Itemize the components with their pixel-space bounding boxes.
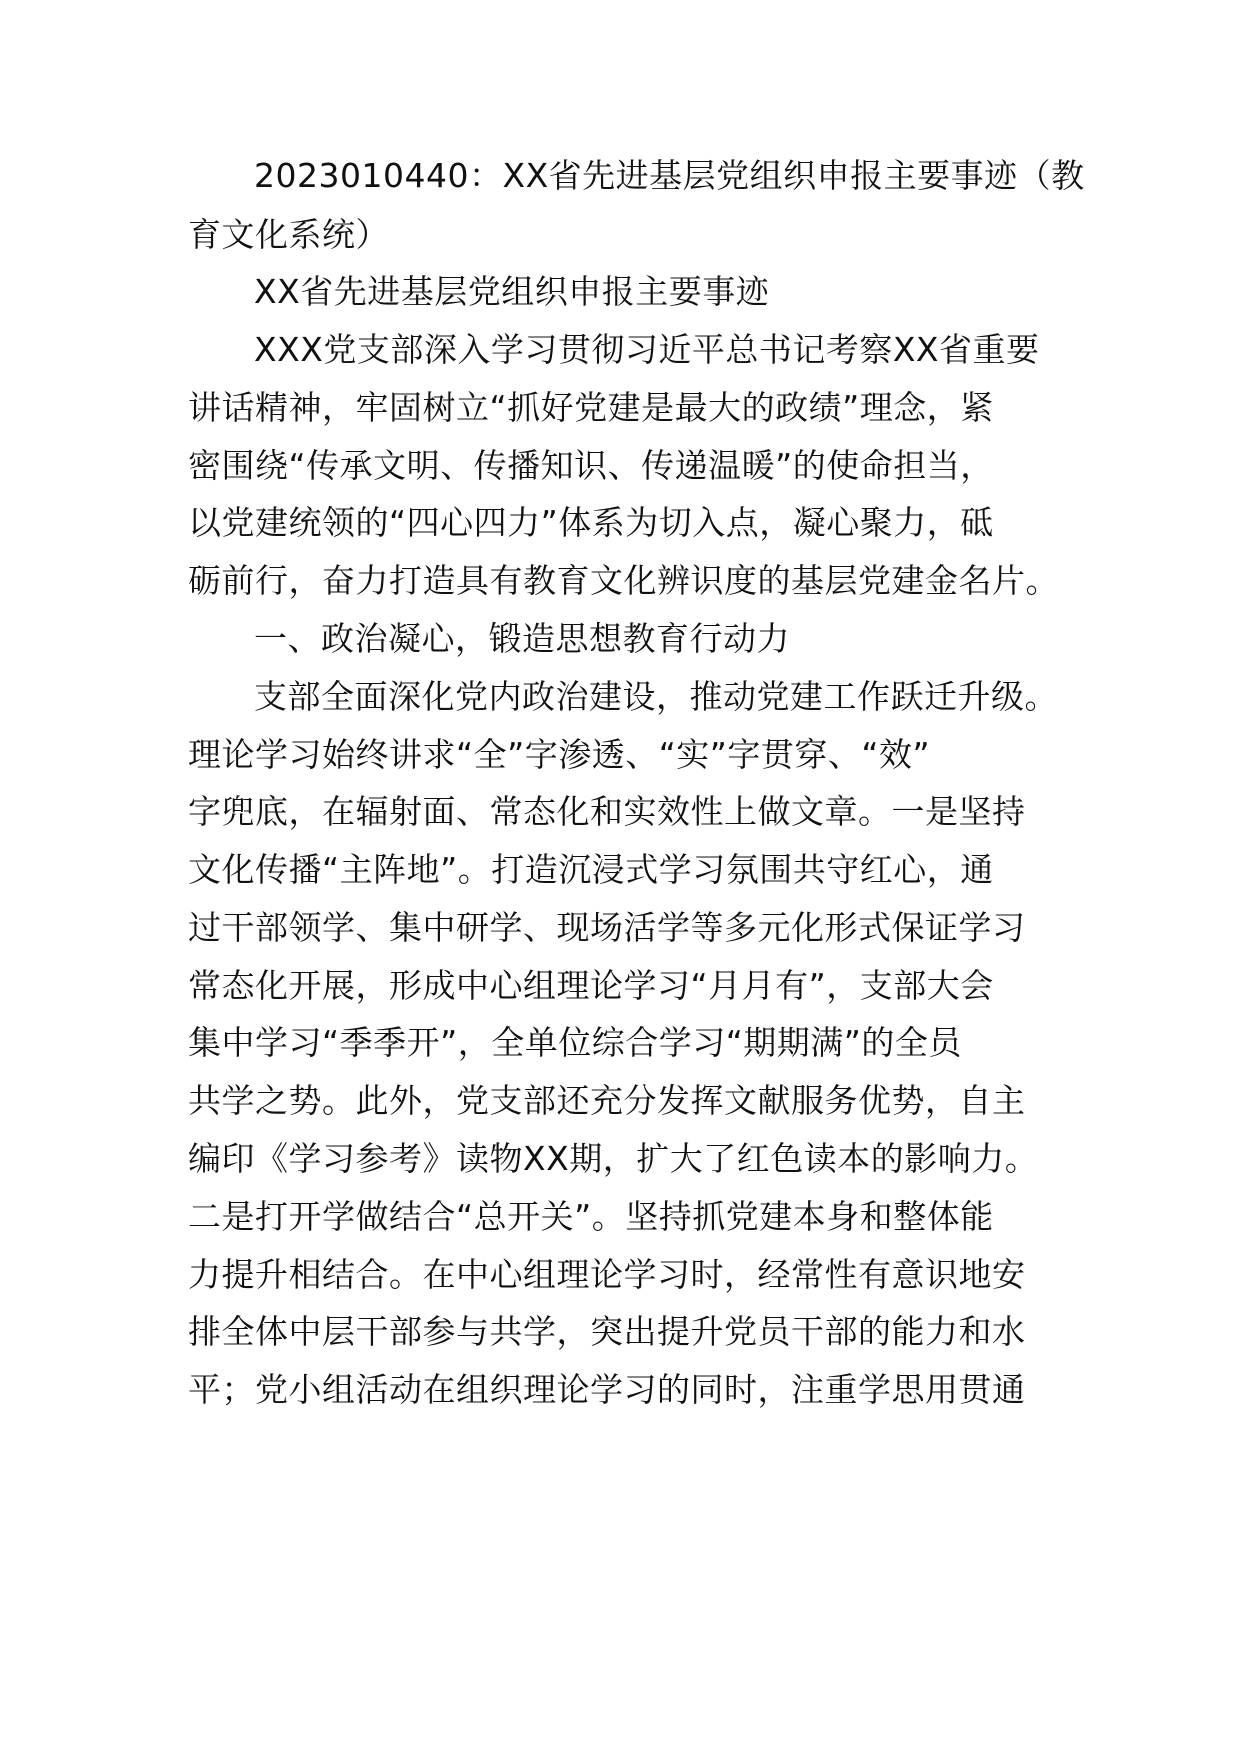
section-heading: 一、政治凝心，锻造思想教育行动力 [254, 619, 790, 658]
text-line: 力提升相结合。在中心组理论学习时，经常性有意识地安 [188, 1255, 1026, 1294]
text-line: 砺前行，奋力打造具有教育文化辨识度的基层党建金名片。 [188, 561, 1059, 600]
text-line: 常态化开展，形成中心组理论学习“月月有”，支部大会 [188, 966, 994, 1005]
document-title-line-2: 育文化系统） [188, 215, 389, 254]
text-line: 讲话精神，牢固树立“抓好党建是最大的政绩”理念，紧 [188, 388, 994, 427]
text-line: 平；党小组活动在组织理论学习的同时，注重学思用贯通 [188, 1370, 1026, 1409]
text-line: 共学之势。此外，党支部还充分发挥文献服务优势，自主 [188, 1081, 1026, 1120]
text-line: 文化传播“主阵地”。打造沉浸式学习氛围共守红心，通 [188, 850, 994, 889]
text-line: 二是打开学做结合“总开关”。坚持抓党建本身和整体能 [188, 1197, 994, 1236]
section-heading: XX省先进基层党组织申报主要事迹 [254, 272, 770, 311]
text-line: 密围绕“传承文明、传播知识、传递温暖”的使命担当， [188, 446, 994, 485]
text-line: 排全体中层干部参与共学，突出提升党员干部的能力和水 [188, 1312, 1026, 1351]
text-line: 支部全面深化党内政治建设，推动党建工作跃迁升级。 [254, 677, 1058, 716]
document-title-line-1: 2023010440：XX省先进基层党组织申报主要事迹（教 [254, 156, 1085, 195]
text-line: 编印《学习参考》读物XX期，扩大了红色读本的影响力。 [188, 1139, 1039, 1178]
text-line: 以党建统领的“四心四力”体系为切入点，凝心聚力，砥 [188, 503, 994, 542]
text-line: 理论学习始终讲求“全”字渗透、“实”字贯穿、“效” [188, 735, 931, 774]
text-line: XXX党支部深入学习贯彻习近平总书记考察XX省重要 [254, 330, 1040, 369]
text-line: 集中学习“季季开”，全单位综合学习“期期满”的全员 [188, 1023, 962, 1062]
text-line: 字兜底，在辐射面、常态化和实效性上做文章。一是坚持 [188, 792, 1026, 831]
text-line: 过干部领学、集中研学、现场活学等多元化形式保证学习 [188, 908, 1026, 947]
document-page [188, 0, 1085, 1754]
